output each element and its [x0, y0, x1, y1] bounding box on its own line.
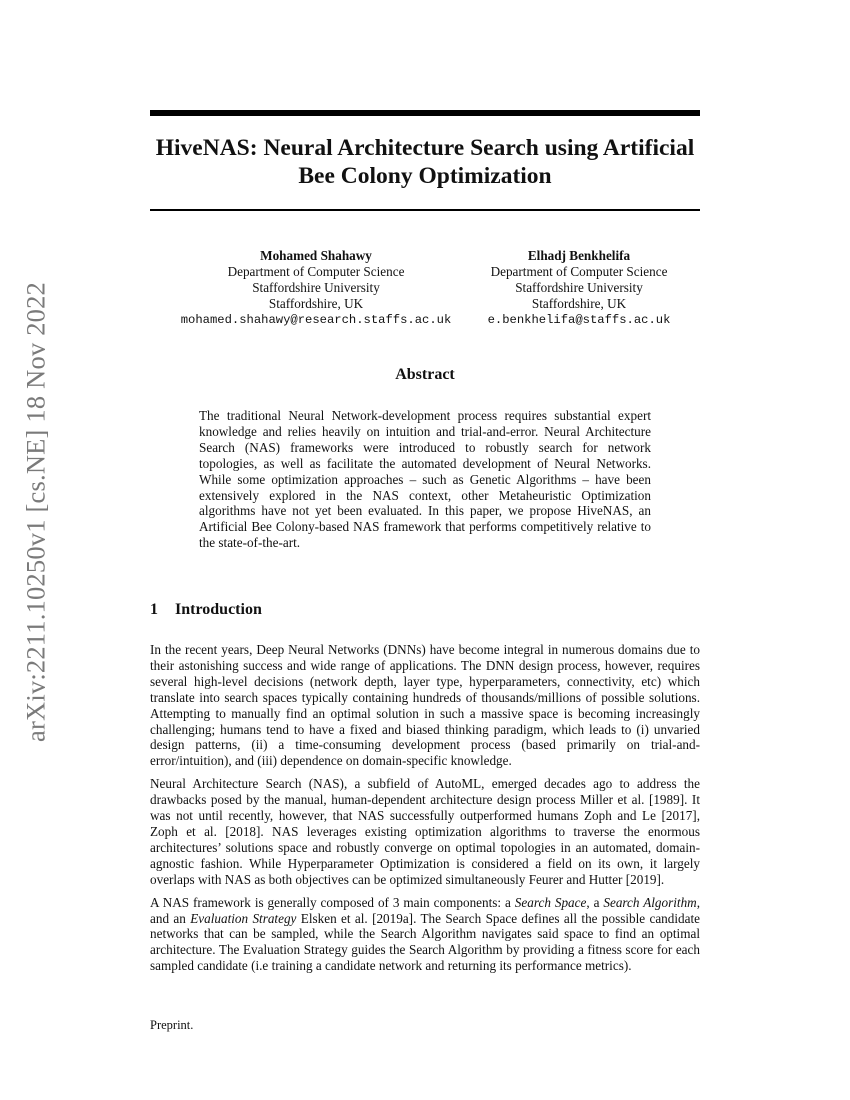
- author-block-2: [478, 248, 680, 328]
- author-name: Elhadj Benkhelifa: [527, 248, 631, 263]
- author-email: mohamed.shahawy@research.staffs.ac.uk: [180, 313, 452, 327]
- author-email: e.benkhelifa@staffs.ac.uk: [487, 313, 671, 327]
- paragraph-text: A NAS framework is generally composed of 3 main components: a: [150, 894, 515, 910]
- body-paragraph-3: [150, 895, 700, 975]
- author-location: Staffordshire, UK: [531, 296, 627, 311]
- author-block-1: [168, 248, 464, 328]
- author-university: Staffordshire University: [515, 280, 643, 295]
- title-bottom-rule: [150, 209, 700, 211]
- section-number: 1: [150, 601, 158, 618]
- author-university: Staffordshire University: [252, 280, 380, 295]
- term-search-algorithm: Search Algorithm: [603, 894, 697, 910]
- author-location: Staffordshire, UK: [268, 296, 364, 311]
- paragraph-text: Elsken et al. [2019a]. The Search Space defines all the possible candidate networks that can be sampled, while the Search Algorithm navigates said space to find an optimal architecture. The Evaluation Strategy guides the Search Algorithm by providing a fitness score for each sampled candidate (i.e training a candidate network and returning its performance metrics).: [150, 910, 700, 974]
- footer-note: Preprint.: [150, 1018, 194, 1032]
- section-heading-introduction: [150, 601, 262, 619]
- abstract-text: The traditional Neural Network-development process requires substantial expert knowledge and relies heavily on intuition and trial-and-error. Neural Architecture Search (NAS) frameworks were introduced to robustly search for network topologies, as well as facilitate the automated development of Neural Networks. While some optimization approaches – such as Genetic Algorithms – have been extensively explored in the NAS context, other Metaheuristic Optimization algorithms have not yet been evaluated. In this paper, we propose HiveNAS, an Artificial Bee Colony-based NAS framework that performs competitively relative to the state-of-the-art.: [199, 408, 651, 551]
- abstract-heading: Abstract: [395, 366, 455, 383]
- paper-title-line-1: HiveNAS: Neural Architecture Search using Artificial: [155, 135, 695, 161]
- paper-title: [150, 134, 700, 190]
- term-search-space: Search Space: [514, 894, 587, 910]
- body-paragraph-1: In the recent years, Deep Neural Networks (DNNs) have become integral in numerous domains due to their astonishing success and wide range of applications. The DNN design process, however, requires several high-level decisions (network depth, layer type, hyperparameters, connectivity, etc) which translate into search spaces typically containing hundreds of thousands/millions of possible solutions. Attempting to manually find an optimal solution in such a massive space is becoming increasingly challenging; humans tend to have a fixed and biased thinking paradigm, which leads to (i) unvaried design patterns, (ii) a time-consuming development process (based primarily on trial-and-error/intuition), and (iii) dependence on domain-specific knowledge.: [150, 642, 700, 769]
- paragraph-text: , a: [586, 894, 604, 910]
- author-name: Mohamed Shahawy: [260, 248, 372, 263]
- section-title: Introduction: [175, 601, 262, 618]
- term-evaluation-strategy: Evaluation Strategy: [190, 910, 297, 926]
- paragraph-text: , and an: [150, 894, 700, 926]
- arxiv-identifier-text: arXiv:2211.10250v1 [cs.NE] 18 Nov 2022: [20, 281, 51, 743]
- paper-title-line-2: Bee Colony Optimization: [298, 163, 552, 189]
- body-paragraph-2: Neural Architecture Search (NAS), a subfield of AutoML, emerged decades ago to address the drawbacks posed by the manual, human-dependent architecture design process Miller et al. [1989]. It was not until recently, however, that NAS successfully outperformed humans Zoph and Le [2017], Zoph et al. [2018]. NAS leverages existing optimization algorithms to traverse the enormous architectures’ solutions space and robustly converge on optimal topologies in an automated, domain-agnostic fashion. While Hyperparameter Optimization is considered a field on its own, it largely overlaps with NAS as both objectives can be optimized simultaneously Feurer and Hutter [2019].: [150, 776, 700, 887]
- introduction-body: [150, 642, 700, 981]
- title-top-rule: [150, 110, 700, 116]
- author-department: Department of Computer Science: [227, 264, 405, 279]
- author-department: Department of Computer Science: [490, 264, 668, 279]
